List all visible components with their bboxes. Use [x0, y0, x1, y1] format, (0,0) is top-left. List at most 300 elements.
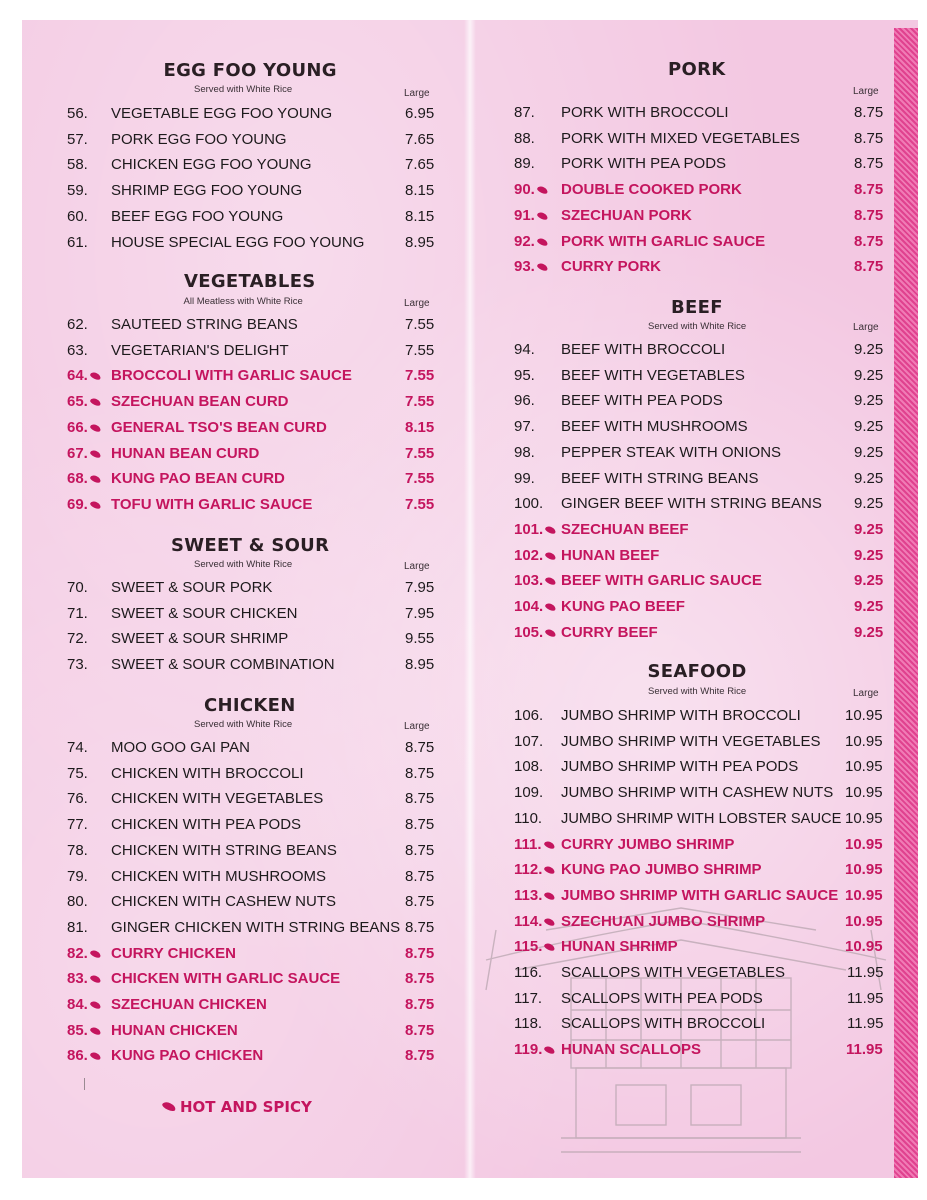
item-number: 65. [67, 393, 88, 411]
chili-pepper-icon [544, 525, 557, 535]
item-price: 8.15 [405, 418, 435, 436]
chili-pepper-icon [544, 602, 557, 612]
item-price: 9.25 [854, 366, 884, 384]
menu-item [514, 468, 883, 490]
item-name: PEPPER STEAK WITH ONIONS [561, 443, 782, 461]
item-name: CHICKEN WITH STRING BEANS [111, 841, 337, 859]
item-name: JUMBO SHRIMP WITH LOBSTER SAUCE [561, 809, 842, 827]
menu-item [67, 814, 434, 836]
item-name: CURRY PORK [561, 258, 662, 276]
item-price: 9.25 [854, 469, 884, 487]
item-name: CURRY JUMBO SHRIMP [561, 835, 735, 853]
item-number: 80. [67, 893, 88, 911]
menu-item [67, 737, 434, 759]
item-name: CHICKEN WITH PEA PODS [111, 816, 302, 834]
menu-item-spicy [67, 391, 434, 413]
item-price: 8.75 [405, 996, 435, 1013]
item-name: HUNAN CHICKEN [111, 1021, 238, 1039]
menu-item-spicy [67, 1045, 434, 1067]
item-number: 109. [514, 784, 544, 802]
item-price: 11.95 [847, 989, 884, 1007]
menu-item [514, 731, 883, 753]
chili-pepper-icon [543, 942, 556, 952]
menu-item-spicy [514, 231, 883, 253]
menu-item [67, 917, 434, 939]
item-price: 8.75 [854, 206, 884, 224]
item-name: SWEET & SOUR CHICKEN [111, 604, 298, 622]
item-price: 8.75 [405, 893, 435, 911]
item-number: 115. [514, 938, 543, 956]
menu-item-spicy [67, 994, 434, 1016]
menu-item-spicy [514, 570, 883, 592]
item-price: 7.55 [405, 444, 435, 462]
item-name: KUNG PAO BEEF [561, 598, 685, 615]
menu-item [514, 756, 883, 778]
menu-item [67, 788, 434, 810]
section-subtitle: Served with White Rice [194, 559, 293, 570]
item-name: PORK WITH PEA PODS [561, 155, 727, 173]
item-price: 11.95 [847, 1015, 884, 1033]
item-number: 112. [514, 861, 543, 879]
chili-pepper-icon [89, 500, 102, 510]
item-price: 8.75 [405, 1021, 435, 1039]
chili-pepper-icon [89, 1000, 102, 1010]
menu-item [514, 962, 883, 984]
section-title: VEGETABLES [184, 271, 316, 292]
chili-pepper-icon [161, 1100, 177, 1112]
item-price: 10.95 [845, 732, 883, 750]
menu-item-spicy [514, 1039, 883, 1061]
item-price: 8.75 [405, 867, 435, 885]
item-name: SCALLOPS WITH PEA PODS [561, 989, 763, 1007]
menu-item [514, 782, 883, 804]
item-number: 74. [67, 739, 88, 756]
item-number: 110. [514, 809, 543, 827]
item-price: 7.55 [405, 367, 435, 385]
item-price: 9.25 [854, 623, 884, 641]
item-price: 8.95 [405, 233, 435, 251]
chili-pepper-icon [543, 839, 556, 849]
item-price: 9.25 [854, 546, 884, 564]
item-name: SWEET & SOUR PORK [111, 579, 273, 596]
menu-item-spicy [514, 859, 883, 881]
item-number: 99. [514, 469, 535, 487]
section-subtitle: All Meatless with White Rice [183, 296, 303, 307]
menu-item [67, 577, 434, 599]
menu-item-spicy [514, 622, 883, 644]
item-price: 9.25 [854, 598, 884, 615]
item-number: 92. [514, 232, 535, 250]
chili-pepper-icon [543, 891, 556, 901]
menu-item [67, 340, 434, 362]
item-name: JUMBO SHRIMP WITH VEGETABLES [561, 732, 821, 750]
menu-item [67, 206, 434, 228]
item-price: 11.95 [847, 964, 884, 981]
item-price: 7.55 [405, 341, 435, 359]
item-price: 8.75 [405, 816, 435, 834]
section-title: SEAFOOD [647, 661, 747, 682]
item-name: BEEF WITH VEGETABLES [561, 366, 745, 384]
item-name: HUNAN BEEF [561, 546, 660, 564]
menu-item-spicy [514, 936, 883, 958]
chili-pepper-icon [544, 576, 557, 586]
menu-item [514, 339, 883, 361]
item-number: 64. [67, 367, 88, 385]
item-name: CHICKEN EGG FOO YOUNG [111, 156, 312, 174]
item-number: 116. [514, 964, 543, 981]
menu-item-spicy [67, 417, 434, 439]
menu-item [67, 763, 434, 785]
item-name: MOO GOO GAI PAN [111, 739, 250, 756]
item-number: 118. [514, 1015, 543, 1033]
item-number: 104. [514, 598, 544, 615]
item-price: 10.95 [845, 758, 883, 776]
item-name: PORK WITH GARLIC SAUCE [561, 232, 766, 250]
item-number: 98. [514, 443, 535, 461]
menu-item [514, 390, 883, 412]
item-name: KUNG PAO BEAN CURD [111, 470, 285, 488]
item-number: 91. [514, 206, 535, 224]
item-name: SZECHUAN BEAN CURD [111, 393, 289, 411]
item-price: 10.95 [845, 809, 883, 827]
item-price: 9.25 [854, 443, 884, 461]
item-number: 76. [67, 790, 88, 808]
item-name: JUMBO SHRIMP WITH GARLIC SAUCE [561, 886, 839, 904]
item-name: SZECHUAN BEEF [561, 520, 689, 538]
menu-item [514, 493, 883, 515]
item-number: 69. [67, 495, 88, 513]
legend-label: HOT AND SPICY [180, 1098, 312, 1116]
size-label-large: Large [404, 88, 430, 99]
item-number: 57. [67, 130, 88, 148]
item-price: 8.75 [854, 181, 884, 199]
item-name: CHICKEN WITH CASHEW NUTS [111, 893, 336, 911]
item-name: SAUTEED STRING BEANS [111, 316, 298, 333]
item-number: 61. [67, 233, 88, 251]
chili-pepper-icon [536, 262, 549, 272]
menu-item-spicy [514, 596, 883, 618]
chili-pepper-icon [544, 628, 557, 638]
item-price: 8.75 [405, 970, 435, 988]
menu-item-spicy [67, 365, 434, 387]
item-name: BEEF WITH PEA PODS [561, 392, 723, 410]
menu-item-spicy [67, 968, 434, 990]
item-price: 8.75 [405, 739, 435, 756]
menu-item [67, 129, 434, 151]
menu-item-spicy [67, 443, 434, 465]
chili-pepper-icon [89, 448, 102, 458]
item-name: DOUBLE COOKED PORK [561, 181, 742, 199]
item-number: 63. [67, 341, 88, 359]
size-label-large: Large [853, 86, 879, 97]
item-name: BEEF WITH STRING BEANS [561, 469, 759, 487]
item-price: 7.65 [405, 156, 435, 174]
item-number: 88. [514, 129, 535, 147]
size-label-large: Large [404, 298, 430, 309]
item-name: SZECHUAN CHICKEN [111, 996, 267, 1013]
menu-item-spicy [67, 1020, 434, 1042]
chili-pepper-icon [536, 211, 549, 221]
menu-item [67, 891, 434, 913]
item-number: 66. [67, 418, 88, 436]
item-price: 7.95 [405, 604, 435, 622]
item-price: 7.65 [405, 130, 435, 148]
chili-pepper-icon [543, 865, 556, 875]
item-price: 8.75 [854, 232, 884, 250]
menu-item [514, 988, 883, 1010]
item-number: 107. [514, 732, 544, 750]
item-number: 102. [514, 546, 544, 564]
menu-item [514, 1013, 883, 1035]
item-price: 6.95 [405, 105, 435, 122]
item-price: 8.75 [405, 918, 435, 936]
item-name: HUNAN SHRIMP [561, 938, 678, 956]
menu-item-spicy [514, 545, 883, 567]
item-price: 8.95 [405, 656, 435, 674]
item-name: PORK WITH MIXED VEGETABLES [561, 129, 800, 147]
section-title: SWEET & SOUR [171, 535, 330, 556]
section-title: BEEF [671, 297, 723, 318]
item-name: BEEF EGG FOO YOUNG [111, 207, 284, 225]
page-fold [464, 20, 476, 1178]
item-price: 8.75 [854, 258, 884, 276]
item-number: 94. [514, 341, 535, 358]
item-number: 70. [67, 579, 88, 596]
item-price: 9.25 [854, 520, 884, 538]
chili-pepper-icon [89, 423, 102, 433]
chili-pepper-icon [543, 1045, 556, 1055]
item-name: HOUSE SPECIAL EGG FOO YOUNG [111, 233, 365, 251]
chili-pepper-icon [543, 917, 556, 927]
item-price: 8.75 [854, 129, 884, 147]
menu-item-spicy [514, 519, 883, 541]
item-name: SCALLOPS WITH BROCCOLI [561, 1015, 766, 1033]
item-price: 7.95 [405, 579, 435, 596]
size-label-large: Large [404, 721, 430, 732]
item-number: 67. [67, 444, 88, 462]
item-price: 10.95 [845, 886, 883, 904]
item-number: 60. [67, 207, 88, 225]
item-name: SHRIMP EGG FOO YOUNG [111, 182, 303, 200]
item-name: GINGER CHICKEN WITH STRING BEANS [111, 918, 401, 936]
item-name: CURRY CHICKEN [111, 944, 237, 962]
chili-pepper-icon [544, 551, 557, 561]
item-price: 8.75 [405, 944, 435, 962]
chili-pepper-icon [89, 1026, 102, 1036]
item-name: SWEET & SOUR COMBINATION [111, 656, 335, 674]
item-price: 10.95 [845, 938, 883, 956]
item-name: VEGETARIAN'S DELIGHT [111, 341, 289, 359]
menu-item [514, 442, 883, 464]
item-price: 9.55 [405, 630, 435, 648]
menu-item [514, 416, 883, 438]
item-name: KUNG PAO JUMBO SHRIMP [561, 861, 762, 879]
item-price: 8.15 [405, 207, 435, 225]
item-number: 97. [514, 418, 535, 436]
menu-item [514, 705, 883, 727]
menu-item-spicy [67, 494, 434, 516]
menu-item [67, 232, 434, 254]
item-name: JUMBO SHRIMP WITH BROCCOLI [561, 707, 801, 724]
item-price: 7.55 [405, 470, 435, 488]
chili-pepper-icon [536, 185, 549, 195]
item-number: 59. [67, 182, 88, 200]
item-number: 90. [514, 181, 535, 199]
chili-pepper-icon [89, 474, 102, 484]
item-name: KUNG PAO CHICKEN [111, 1047, 264, 1065]
menu-item [514, 102, 883, 124]
item-price: 10.95 [845, 861, 883, 879]
menu-item-spicy [514, 834, 883, 856]
menu-item-spicy [514, 179, 883, 201]
item-price: 7.55 [405, 316, 435, 333]
item-price: 10.95 [845, 835, 883, 853]
chili-pepper-icon [89, 371, 102, 381]
section-subtitle: Served with White Rice [194, 84, 293, 95]
menu-item-spicy [67, 943, 434, 965]
menu-item [67, 154, 434, 176]
section-subtitle: Served with White Rice [648, 321, 747, 332]
item-price: 10.95 [845, 784, 883, 802]
menu-item [514, 153, 883, 175]
item-price: 7.55 [405, 393, 435, 411]
chili-pepper-icon [89, 949, 102, 959]
item-name: CURRY BEEF [561, 623, 658, 641]
section-title: EGG FOO YOUNG [163, 60, 337, 81]
item-name: BEEF WITH MUSHROOMS [561, 418, 748, 436]
item-price: 8.75 [854, 104, 884, 121]
item-number: 75. [67, 764, 88, 782]
menu-item-spicy [514, 911, 883, 933]
item-name: CHICKEN WITH VEGETABLES [111, 790, 324, 808]
menu-item [67, 314, 434, 336]
menu-item [514, 128, 883, 150]
chili-pepper-icon [89, 397, 102, 407]
item-number: 114. [514, 912, 543, 930]
item-number: 108. [514, 758, 544, 776]
item-name: BROCCOLI WITH GARLIC SAUCE [111, 367, 352, 385]
scan-mark [84, 1078, 85, 1090]
item-name: TOFU WITH GARLIC SAUCE [111, 495, 313, 513]
item-price: 8.75 [854, 155, 884, 173]
item-number: 101. [514, 520, 544, 538]
item-number: 96. [514, 392, 535, 410]
section-title: PORK [668, 59, 726, 80]
menu-item-spicy [514, 885, 883, 907]
section-subtitle: Served with White Rice [194, 719, 293, 730]
item-name: BEEF WITH BROCCOLI [561, 341, 726, 358]
size-label-large: Large [853, 322, 879, 333]
item-price: 9.25 [854, 495, 884, 513]
menu-item [67, 180, 434, 202]
item-number: 93. [514, 258, 535, 276]
menu-item [514, 365, 883, 387]
menu-item-spicy [514, 205, 883, 227]
hot-and-spicy-legend [161, 1098, 312, 1116]
item-price: 9.25 [854, 341, 884, 358]
item-price: 8.75 [405, 764, 435, 782]
item-name: CHICKEN WITH BROCCOLI [111, 764, 304, 782]
item-number: 113. [514, 886, 543, 904]
item-number: 78. [67, 841, 88, 859]
item-price: 8.75 [405, 1047, 435, 1065]
item-price: 10.95 [845, 707, 883, 724]
item-number: 100. [514, 495, 544, 513]
chili-pepper-icon [536, 236, 549, 246]
item-number: 89. [514, 155, 535, 173]
menu-item [67, 654, 434, 676]
section-title: CHICKEN [204, 695, 296, 716]
item-name: PORK WITH BROCCOLI [561, 104, 729, 121]
item-number: 83. [67, 970, 88, 988]
item-price: 8.75 [405, 790, 435, 808]
item-name: CHICKEN WITH GARLIC SAUCE [111, 970, 341, 988]
item-number: 85. [67, 1021, 88, 1039]
item-name: PORK EGG FOO YOUNG [111, 130, 287, 148]
item-number: 62. [67, 316, 88, 333]
item-name: SCALLOPS WITH VEGETABLES [561, 964, 785, 981]
item-name: JUMBO SHRIMP WITH CASHEW NUTS [561, 784, 834, 802]
size-label-large: Large [853, 688, 879, 699]
item-number: 103. [514, 572, 544, 590]
item-number: 79. [67, 867, 88, 885]
item-number: 68. [67, 470, 88, 488]
item-name: GINGER BEEF WITH STRING BEANS [561, 495, 822, 513]
item-number: 87. [514, 104, 535, 121]
item-name: HUNAN BEAN CURD [111, 444, 260, 462]
decorative-border [894, 28, 918, 1178]
item-name: SWEET & SOUR SHRIMP [111, 630, 289, 648]
item-number: 73. [67, 656, 88, 674]
item-price: 10.95 [845, 912, 883, 930]
item-name: CHICKEN WITH MUSHROOMS [111, 867, 326, 885]
item-number: 81. [67, 918, 88, 936]
item-number: 58. [67, 156, 88, 174]
section-subtitle: Served with White Rice [648, 686, 747, 697]
menu-item [67, 628, 434, 650]
item-number: 84. [67, 996, 88, 1013]
item-number: 111. [514, 835, 542, 853]
item-number: 105. [514, 623, 544, 641]
item-price: 9.25 [854, 572, 884, 590]
item-number: 72. [67, 630, 88, 648]
menu-item [67, 103, 434, 125]
item-number: 95. [514, 366, 535, 384]
menu-item [514, 808, 883, 830]
menu-item-spicy [67, 468, 434, 490]
item-name: VEGETABLE EGG FOO YOUNG [111, 105, 333, 122]
item-price: 7.55 [405, 495, 435, 513]
menu-item [67, 840, 434, 862]
item-name: HUNAN SCALLOPS [561, 1041, 702, 1059]
item-number: 71. [67, 604, 88, 622]
item-number: 117. [514, 989, 543, 1007]
chili-pepper-icon [89, 974, 102, 984]
item-name: BEEF WITH GARLIC SAUCE [561, 572, 762, 590]
item-price: 8.15 [405, 182, 435, 200]
item-price: 9.25 [854, 418, 884, 436]
chili-pepper-icon [89, 1051, 102, 1061]
item-name: SZECHUAN JUMBO SHRIMP [561, 912, 766, 930]
item-number: 77. [67, 816, 88, 834]
item-price: 8.75 [405, 841, 435, 859]
item-price: 11.95 [846, 1041, 883, 1059]
item-number: 56. [67, 105, 88, 122]
item-name: GENERAL TSO'S BEAN CURD [111, 418, 327, 436]
item-price: 9.25 [854, 392, 884, 410]
menu-item-spicy [514, 256, 883, 278]
menu-item [67, 603, 434, 625]
